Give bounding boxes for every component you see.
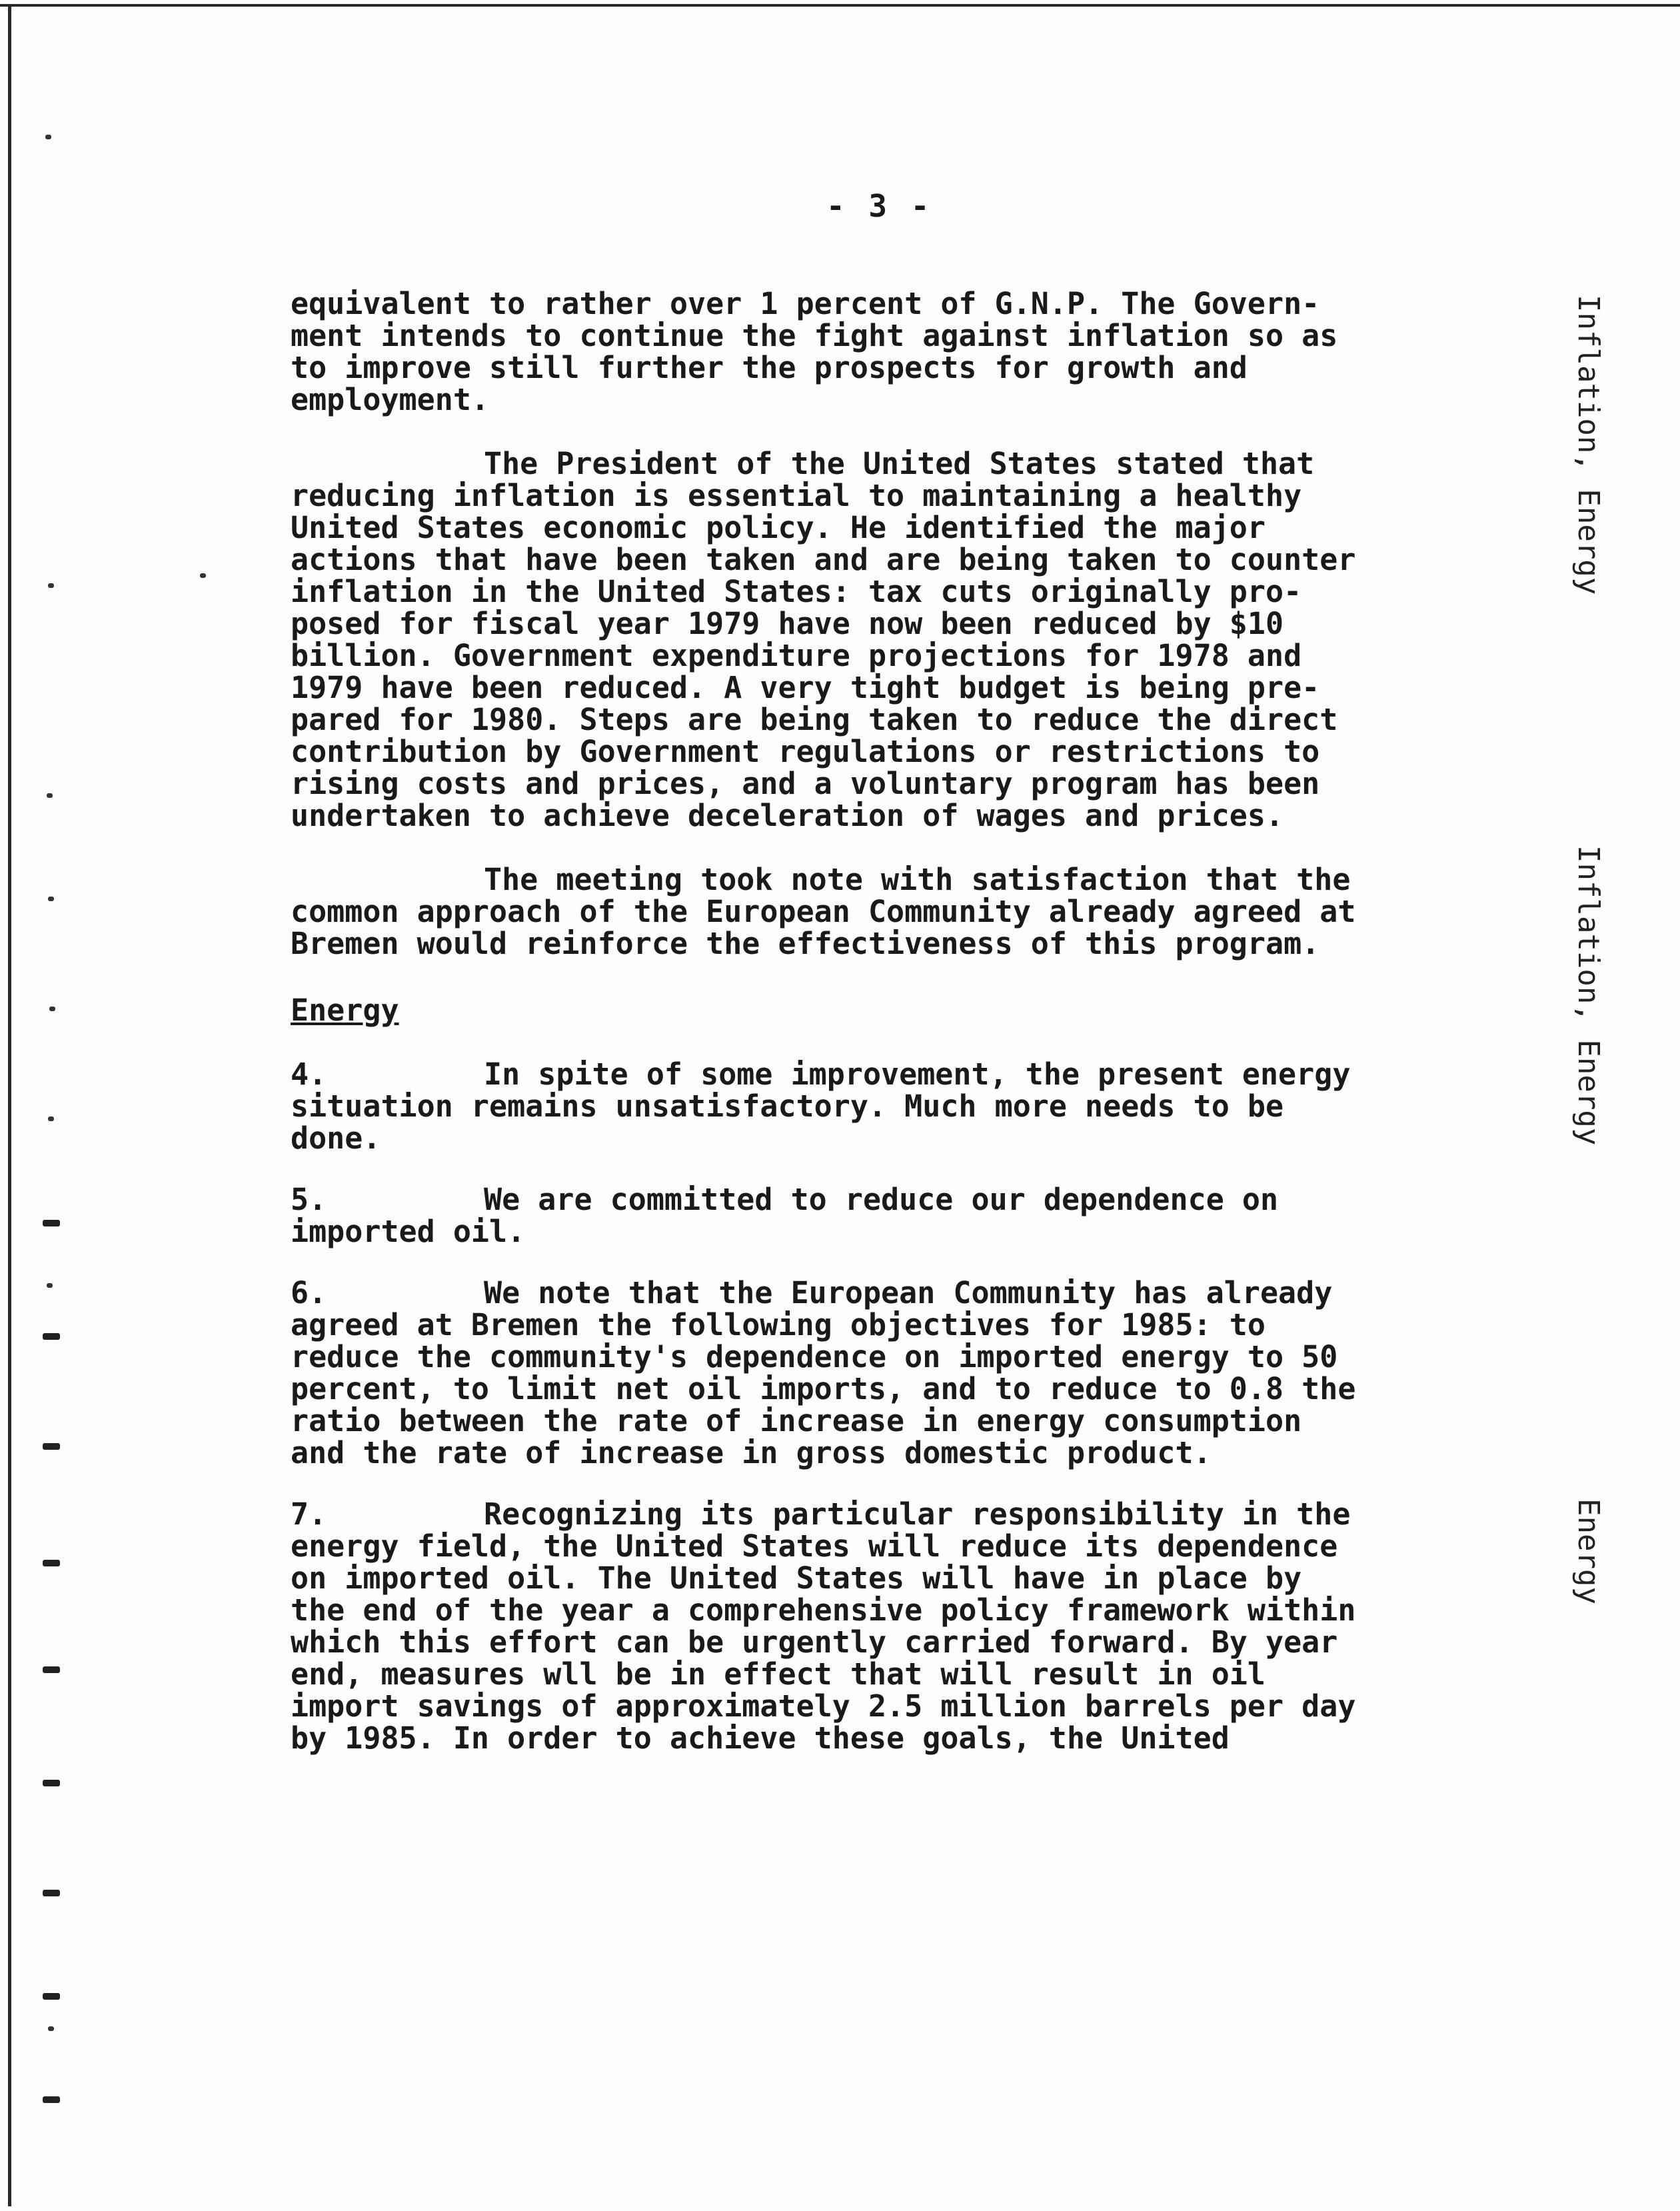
paragraph-meeting-note: The meeting took note with satisfaction that the common approach of the European Community already agreed at Bremen would reinforce the effectiveness of this program. <box>291 862 1356 961</box>
paragraph-text: Recognizing its particular responsibility in the energy field, the United States will reduce its dependence on imported oil. The United States will have in place by the end of the year a comprehensive policy framework within which this effort can be urgently carried forward. By year end, measures wll be in effect that will result in oil import savings of approximately 2.5 million barrels per day by 1985. In order to achieve these goals, the United <box>291 1496 1356 1756</box>
section-heading-energy: Energy <box>291 993 399 1028</box>
top-border-line <box>0 4 1680 7</box>
scan-mark <box>43 1993 60 2000</box>
paragraph-text: We are committed to reduce our dependence on imported oil. <box>291 1182 1279 1249</box>
numbered-paragraph-4 <box>291 1059 1483 1154</box>
scan-mark <box>43 1780 60 1786</box>
scan-mark <box>43 2096 60 2103</box>
scan-speck <box>200 573 206 578</box>
paragraph-number: 4. <box>291 1057 327 1092</box>
margin-note-energy: Energy <box>1571 1498 1605 1604</box>
scan-speck <box>47 1283 53 1288</box>
margin-note-inflation-energy: Inflation, Energy <box>1571 295 1605 595</box>
scan-speck <box>48 1116 54 1121</box>
scan-mark <box>43 1666 60 1673</box>
paragraph-number: 5. <box>291 1182 327 1217</box>
paragraph-text: In spite of some improvement, the present energy situation remains unsatisfactory. Much more needs to be done. <box>291 1057 1351 1156</box>
scan-mark <box>43 1443 60 1450</box>
scan-mark <box>43 1333 60 1340</box>
scan-speck <box>48 2026 54 2031</box>
margin-note-inflation-energy: Inflation, Energy <box>1571 845 1605 1146</box>
paragraph-number: 6. <box>291 1275 327 1310</box>
page-number: - 3 - <box>826 188 932 224</box>
document-body <box>291 288 1483 1754</box>
left-border-line <box>8 7 11 2206</box>
numbered-paragraph-7 <box>291 1498 1483 1754</box>
scan-speck <box>47 793 53 798</box>
paragraph-text: We note that the European Community has already agreed at Bremen the following objectives for 1985: to reduce the community's dependence on imported energy to 50 percent, to limit net oil imports, and to reduce to 0.8 the ratio between the rate of increase in energy consumption and the rate of increase in gross domestic product. <box>291 1275 1356 1470</box>
scan-speck <box>48 583 54 588</box>
numbered-paragraph-6 <box>291 1277 1483 1469</box>
paragraph-number: 7. <box>291 1496 327 1532</box>
scan-speck <box>48 897 54 901</box>
scan-mark <box>43 1220 60 1226</box>
scan-speck <box>49 1007 55 1011</box>
paragraph-continuation: equivalent to rather over 1 percent of G.N.P. The Govern- ment intends to continue the fight against inflation so as to improve still further the prospects for growth and employment. <box>291 286 1338 417</box>
scan-mark <box>43 1890 60 1896</box>
scan-speck <box>45 135 51 139</box>
numbered-paragraph-5 <box>291 1184 1483 1248</box>
paragraph-president-statement: The President of the United States stated that reducing inflation is essential to maintaining a healthy United States economic policy. He identified the major actions that have been taken and are being taken to counter inflation in the United States: tax cuts originally pro- posed for fiscal year 1979 have now been reduced by $10 billion. Government expenditure projections for 1978 and 1979 have been reduced. A very tight budget is being pre- pared for 1980. Steps are being taken to reduce the direct contribution by Government regulations or restrictions to rising costs and prices, and a voluntary program has been undertaken to achieve deceleration of wages and prices. <box>291 446 1356 833</box>
scan-mark <box>43 1560 60 1566</box>
